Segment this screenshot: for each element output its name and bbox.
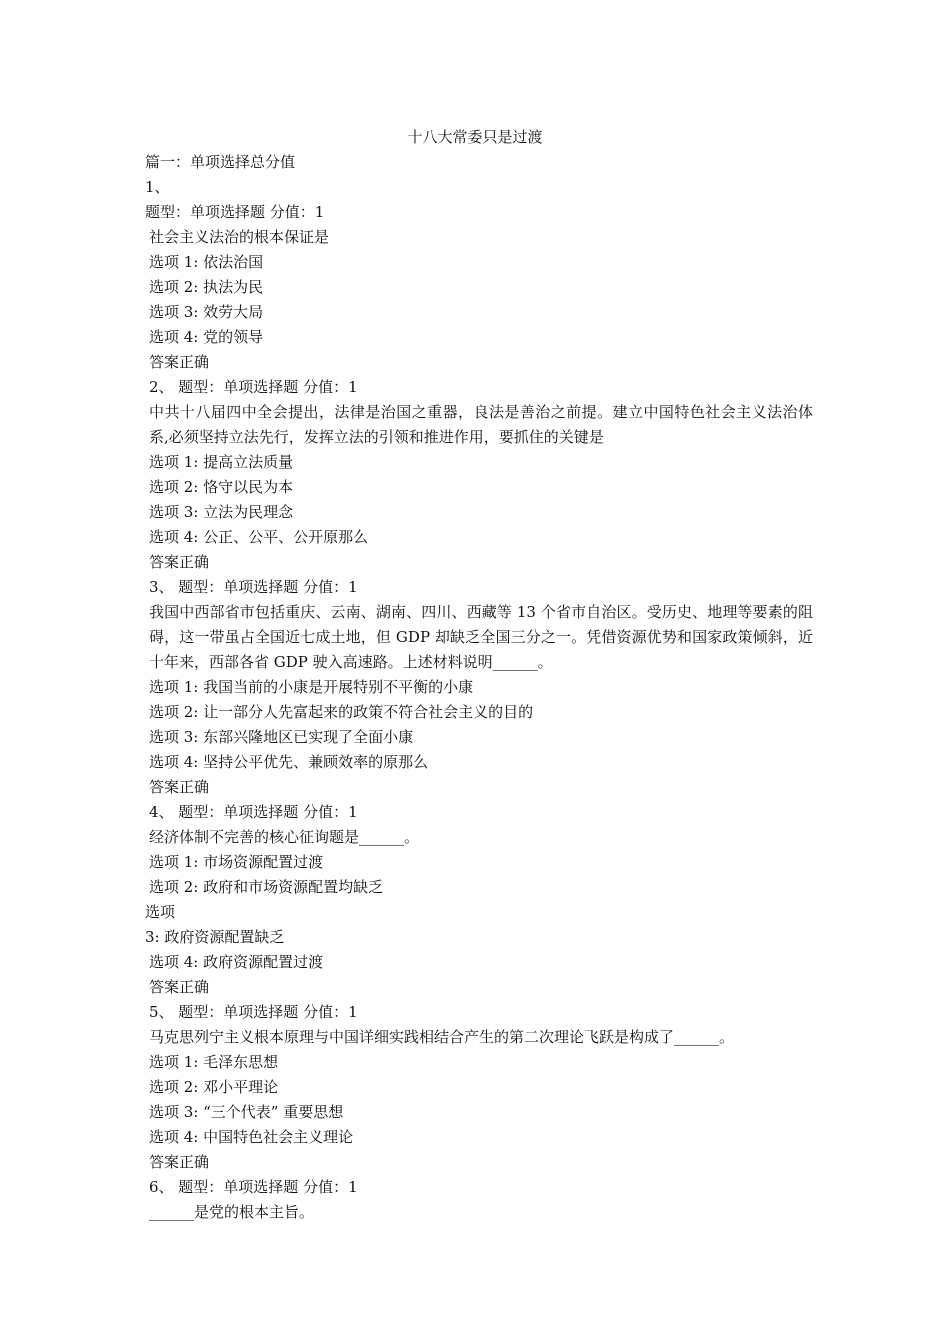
text-line: 答案正确 <box>149 553 210 571</box>
text-line: 我国中西部省市包括重庆、云南、湖南、四川、西藏等 13 个省市自治区。受历史、地理等要素的阻碍，这一带虽占全国近七成土地，但 GDP 却缺乏全国三分之一。凭借资源优势和国家政策倾斜，近十年来，西部各省 GDP 驶入高速路。上述材料说明______。 <box>149 603 813 671</box>
text-line: 选项 2: 邓小平理论 <box>149 1078 279 1096</box>
text-line: 选项 2: 执法为民 <box>149 278 264 296</box>
text-line: 选项 1: 依法治国 <box>149 253 264 271</box>
text-line: 选项 1: 提高立法质量 <box>149 453 294 471</box>
document-body <box>145 150 813 1225</box>
text-line: 选项 3: 效劳大局 <box>149 303 264 321</box>
text-line: ______是党的根本主旨。 <box>149 1203 315 1221</box>
text-line: 答案正确 <box>149 778 210 796</box>
text-line: 篇一：单项选择总分值 <box>145 153 296 171</box>
text-line: 马克思列宁主义根本原理与中国详细实践相结合产生的第二次理论飞跃是构成了______。 <box>149 1028 735 1046</box>
text-line: 中共十八届四中全会提出，法律是治国之重器，良法是善治之前提。建立中国特色社会主义法治体系,必须坚持立法先行，发挥立法的引领和推进作用，要抓住的关键是 <box>149 403 813 446</box>
text-line: 5、 题型：单项选择题 分值：1 <box>149 1003 358 1021</box>
text-line: 4、 题型：单项选择题 分值：1 <box>149 803 358 821</box>
text-line: 2、 题型：单项选择题 分值：1 <box>149 378 358 396</box>
text-line: 选项 4: 坚持公平优先、兼顾效率的原那么 <box>149 753 429 771</box>
text-line: 答案正确 <box>149 1153 210 1171</box>
text-line: 选项 1: 我国当前的小康是开展特别不平衡的小康 <box>149 678 474 696</box>
text-line: 选项 2: 恪守以民为本 <box>149 478 294 496</box>
text-line: 社会主义法治的根本保证是 <box>149 228 330 246</box>
text-line: 选项 3: 立法为民理念 <box>149 503 294 521</box>
text-line: 6、 题型：单项选择题 分值：1 <box>149 1178 358 1196</box>
text-line: 经济体制不完善的核心征询题是______。 <box>149 828 420 846</box>
text-line: 3: 政府资源配置缺乏 <box>145 928 285 946</box>
text-line: 1、 <box>145 178 170 196</box>
text-line: 选项 2: 让一部分人先富起来的政策不符合社会主义的目的 <box>149 703 534 721</box>
document-title: 十八大常委只是过渡 <box>407 128 543 146</box>
text-line: 题型：单项选择题 分值：1 <box>145 203 325 221</box>
text-line: 选项 2: 政府和市场资源配置均缺乏 <box>149 878 384 896</box>
text-line: 3、 题型：单项选择题 分值：1 <box>149 578 358 596</box>
text-line: 选项 1: 毛泽东思想 <box>149 1053 279 1071</box>
text-line: 选项 1: 市场资源配置过渡 <box>149 853 324 871</box>
text-line: 选项 4: 党的领导 <box>149 328 264 346</box>
text-line: 选项 <box>145 903 176 921</box>
text-line: 选项 4: 政府资源配置过渡 <box>149 953 324 971</box>
text-line: 选项 4: 中国特色社会主义理论 <box>149 1128 354 1146</box>
text-line: 选项 4: 公正、公平、公开原那么 <box>149 528 369 546</box>
text-line: 答案正确 <box>149 978 210 996</box>
text-line: 答案正确 <box>149 353 210 371</box>
text-line: 选项 3: “三个代表” 重要思想 <box>149 1103 344 1121</box>
text-line: 选项 3: 东部兴隆地区已实现了全面小康 <box>149 728 414 746</box>
